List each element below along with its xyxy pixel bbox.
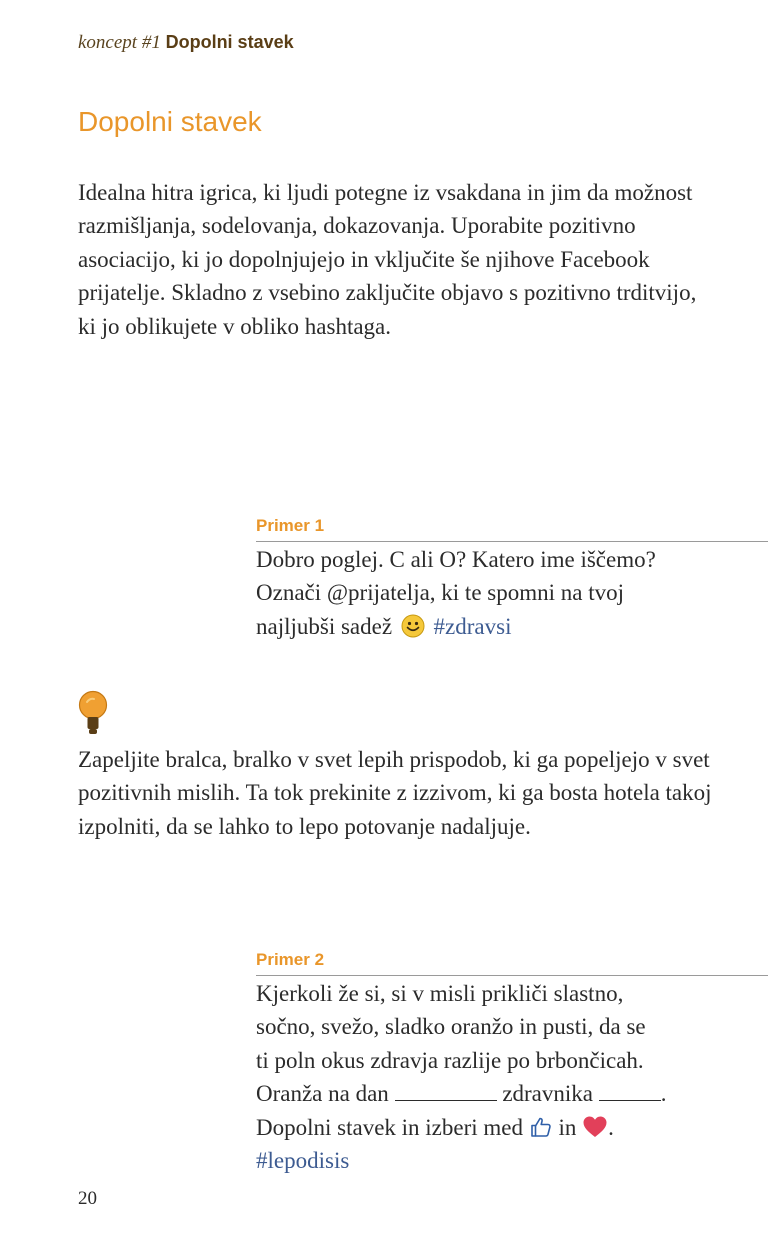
example-1-line: Označi @prijatelja, ki te spomni na tvoj: [256, 580, 624, 606]
intro-paragraph: Idealna hitra igrica, ki ljudi potegne iz vsakdana in jim da možnost razmišljanja, sodelovanja, dokazovanja. Uporabite pozitivno asociacijo, ki jo dopolnjujejo in vključite še njihove Facebook prijatelje. Skladno z vsebino zaključite objavo s pozitivno trditvijo, ki jo oblikujete v obliko hashtaga.: [78, 180, 697, 339]
fill-line-text-c: .: [660, 1081, 667, 1107]
running-head-title: Dopolni stavek: [165, 32, 294, 52]
example-1-line-text: najljubši sadež: [256, 613, 393, 639]
running-head-prefix: koncept #1: [78, 32, 161, 53]
choice-line-text-c: .: [608, 1114, 614, 1140]
example-2-label: Primer 2: [256, 950, 325, 969]
example-2-divider: [256, 975, 768, 976]
choice-line-text-a: Dopolni stavek in izberi med: [256, 1114, 523, 1140]
example-2-line: Kjerkoli že si, si v misli prikliči slastno,: [256, 981, 624, 1006]
example-1-line: Dobro poglej. C ali O? Katero ime iščemo?: [256, 547, 656, 572]
example-1-hashtag: #zdravsi: [433, 613, 512, 639]
running-head: [78, 32, 294, 54]
heart-icon: [582, 1115, 608, 1139]
blank-field: [599, 1082, 661, 1101]
lightbulb-icon: [78, 690, 108, 736]
tip-paragraph: Zapeljite bralca, bralko v svet lepih prispodob, ki ga popeljejo v svet pozitivnih mislih. Ta tok prekinite z izzivom, ki ga bosta hotela takoj izpolniti, da se lahko to lepo potovanje nadaljuje.: [78, 747, 712, 839]
fill-line-text-b: zdravnika: [502, 1081, 593, 1107]
example-2-line: ti poln okus zdravja razlije po brbončicah.: [256, 1047, 644, 1073]
example-2-text: [256, 977, 736, 1177]
example-2-fill-line: [256, 1077, 736, 1110]
fill-line-text-a: Oranža na dan: [256, 1081, 389, 1107]
thumbs-up-icon: [529, 1115, 553, 1139]
example-1-text: [256, 543, 736, 643]
example-2-choice-line: [256, 1111, 736, 1144]
page-number: 20: [78, 1188, 97, 1209]
example-1-label: Primer 1: [256, 516, 325, 535]
section-title: Dopolni stavek: [78, 106, 262, 137]
example-2-hashtag: #lepodisis: [256, 1148, 350, 1174]
example-1-line-last: [256, 610, 736, 643]
blank-field: [395, 1082, 497, 1101]
choice-line-text-b: in: [558, 1114, 577, 1140]
smiley-icon: [401, 614, 425, 638]
example-1-divider: [256, 541, 768, 542]
example-2-line: sočno, svežo, sladko oranžo in pusti, da se: [256, 1014, 646, 1040]
